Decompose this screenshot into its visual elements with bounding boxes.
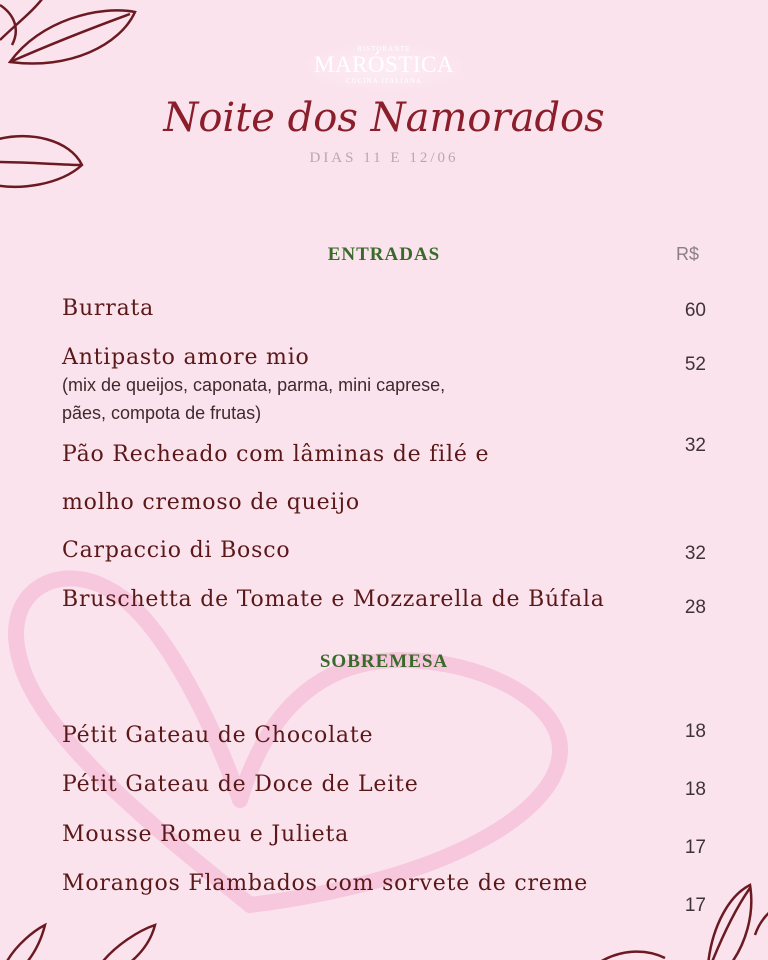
menu-item-price: 60 — [684, 300, 706, 321]
menu-item-name: Pétit Gateau de Doce de Leite — [62, 772, 419, 797]
menu-title: Noite dos Namorados — [163, 95, 605, 141]
menu-item-name: Antipasto amore mio — [62, 345, 310, 370]
restaurant-logo — [300, 42, 468, 92]
leaf-top-left-icon — [0, 0, 135, 64]
menu-item-name: Bruschetta de Tomate e Mozzarella de Búfala — [62, 587, 605, 612]
section-heading-entradas: ENTRADAS — [327, 244, 441, 265]
menu-item-name: Pão Recheado com lâminas de filé e — [62, 442, 490, 467]
logo-main-text: MARÓSTICA — [314, 52, 454, 77]
menu-item-price: 32 — [684, 435, 706, 456]
menu-item-name: Carpaccio di Bosco — [62, 538, 291, 563]
menu-item-price: 18 — [684, 779, 706, 800]
leaf-bottom-left-icon — [5, 925, 155, 960]
currency-label: R$ — [676, 244, 700, 264]
menu-item-price: 18 — [684, 721, 706, 742]
section-heading-sobremesa: SOBREMESA — [319, 651, 449, 672]
menu-item-name: Burrata — [62, 296, 155, 321]
menu-item-price: 17 — [684, 895, 706, 916]
menu-item-price: 32 — [684, 543, 706, 564]
menu-dates: DIAS 11 E 12/06 — [309, 150, 459, 166]
logo-top-text: RISTORANTE — [357, 45, 411, 53]
menu-item-price: 17 — [684, 837, 706, 858]
menu-item-price: 52 — [684, 354, 706, 375]
menu-item-description: pães, compota de frutas) — [62, 403, 262, 423]
menu-item-price: 28 — [684, 597, 706, 618]
menu-item-name: Pétit Gateau de Chocolate — [62, 723, 374, 748]
menu-item-name-continued: molho cremoso de queijo — [62, 490, 360, 515]
menu-item-description: (mix de queijos, caponata, parma, mini caprese, — [62, 375, 446, 395]
menu-item-name: Mousse Romeu e Julieta — [62, 822, 350, 847]
menu-item-name: Morangos Flambados com sorvete de creme — [62, 871, 589, 896]
logo-sub-text: CUCINA ITALIANA — [345, 77, 423, 85]
